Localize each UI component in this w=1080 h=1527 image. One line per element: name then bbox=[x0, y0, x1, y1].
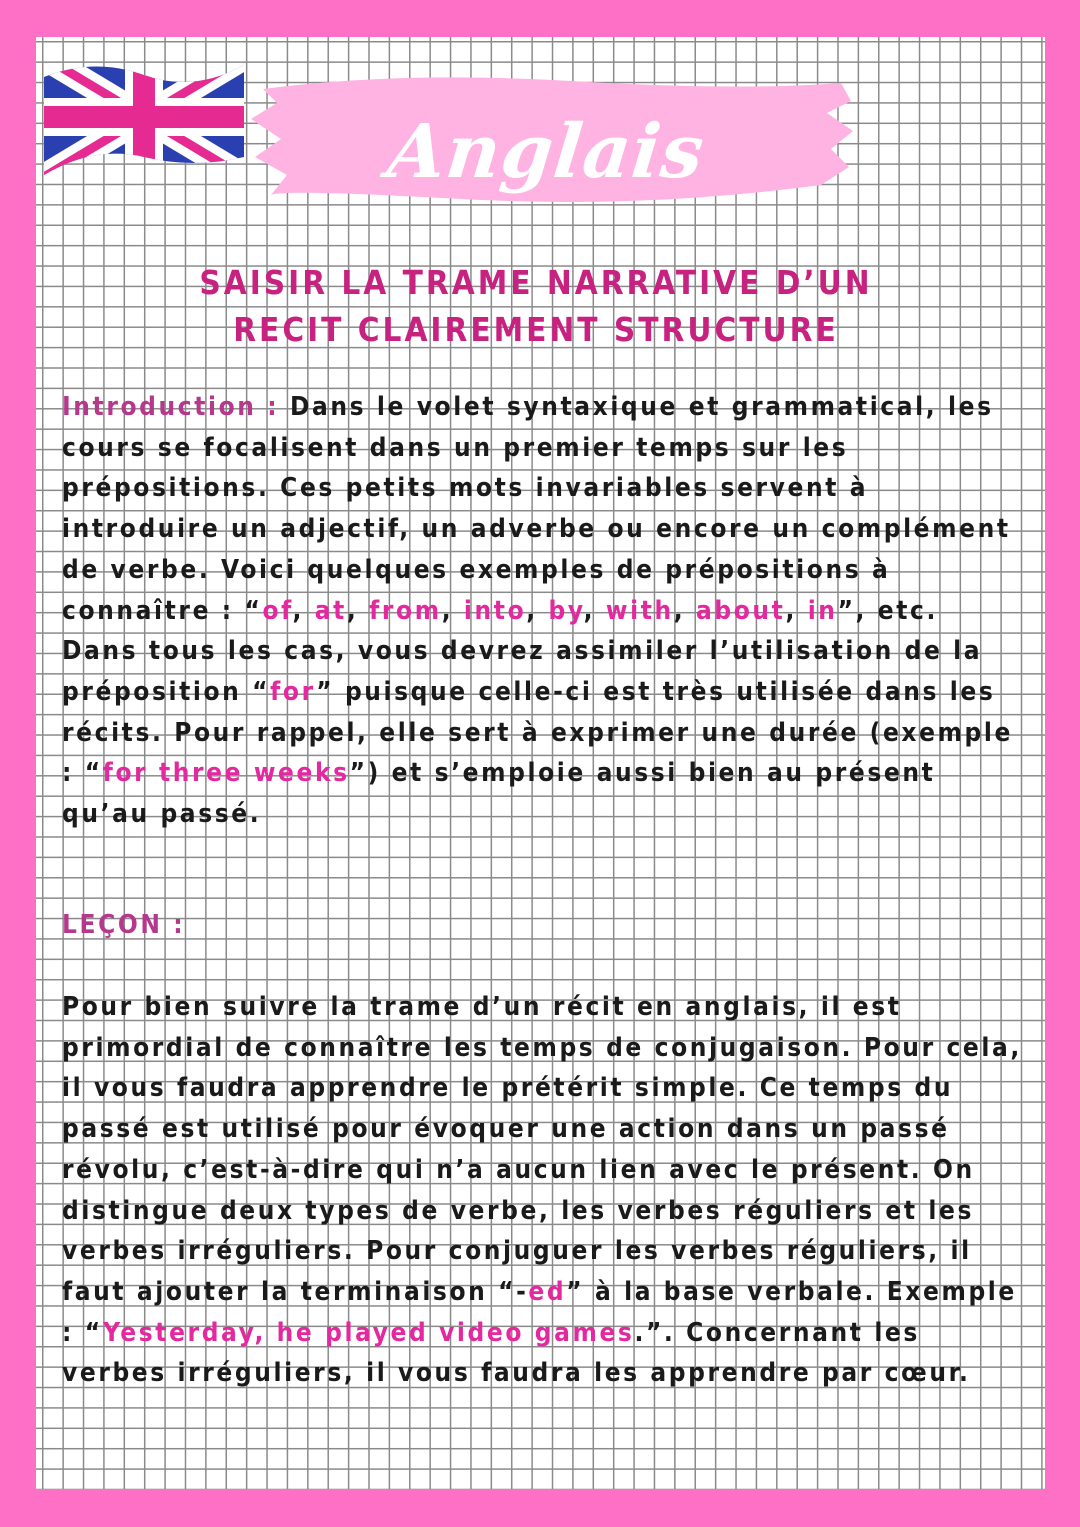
intro-text-1: Dans le volet syntaxique et grammatical, les cours se focalisent dans un premier temps sur les prépositions. Ces petits mots invariables servent à introduire un adjectif, un adverbe ou encore un complément de verbe. Voici quelques exemples de prépositions à connaître : “ bbox=[62, 392, 1011, 626]
preposition-from: from bbox=[369, 595, 442, 626]
comma: , bbox=[673, 595, 696, 626]
lesson-text-2: ” à la base verbale. Exemple : “ bbox=[62, 1276, 1017, 1348]
lesson-text-3: .”. Concernant les verbes irréguliers, il vous faudra les apprendre par cœur. bbox=[62, 1317, 971, 1389]
intro-text-2: ”, etc. Dans tous les cas, vous devrez assimiler l’utilisation de la préposition “ bbox=[62, 595, 983, 707]
comma: , bbox=[292, 595, 315, 626]
title-line-2: RECIT CLAIREMENT STRUCTURE bbox=[233, 310, 839, 349]
preposition-into: into bbox=[463, 595, 527, 626]
page-title bbox=[176, 259, 896, 353]
introduction-label: Introduction : bbox=[62, 392, 280, 422]
lesson-paragraph bbox=[62, 987, 1022, 1394]
preposition-by: by bbox=[548, 595, 584, 626]
intro-text-3: ” puisque celle-ci est très utilisée dans les récits. Pour rappel, elle sert à exprimer une durée (exemple : “ bbox=[62, 676, 1013, 789]
comma: , bbox=[583, 595, 606, 626]
introduction-paragraph bbox=[62, 387, 1022, 835]
preposition-for: for bbox=[270, 676, 317, 707]
example-for-three-weeks: for three weeks bbox=[102, 758, 350, 789]
comma: , bbox=[346, 595, 370, 626]
notebook-page bbox=[36, 37, 1045, 1489]
preposition-in: in bbox=[807, 595, 838, 626]
banner-title: Anglais bbox=[383, 109, 709, 195]
comma: , bbox=[526, 595, 549, 626]
lesson-label: LEÇON : bbox=[62, 910, 186, 940]
preposition-about: about bbox=[696, 595, 786, 626]
preposition-with: with bbox=[605, 595, 674, 626]
union-jack-flag-icon bbox=[44, 57, 244, 177]
preposition-of: of bbox=[262, 595, 293, 626]
lesson-text-1: Pour bien suivre la trame d’un récit en anglais, il est primordial de connaître les temps de conjugaison. Pour cela, il vous faudra apprendre le prétérit simple. Ce temps du passé est utilisé pour évoquer une action dans un passé révolu, c’est-à-dire qui n’a aucun lien avec le présent. On distingue deux types de verbe, les verbes réguliers et les verbes irréguliers. Pour conjuguer les verbes réguliers, il faut ajouter la terminaison “- bbox=[62, 992, 1022, 1307]
comma: , bbox=[441, 595, 464, 626]
ending-ed: ed bbox=[528, 1276, 567, 1307]
comma: , bbox=[785, 595, 808, 626]
title-line-1: SAISIR LA TRAME NARRATIVE D’UN bbox=[199, 263, 873, 302]
example-sentence: Yesterday, he played video games bbox=[103, 1317, 635, 1348]
intro-text-4: ”) et s’emploie aussi bien au présent qu’au passé. bbox=[62, 758, 936, 830]
preposition-at: at bbox=[314, 595, 347, 626]
